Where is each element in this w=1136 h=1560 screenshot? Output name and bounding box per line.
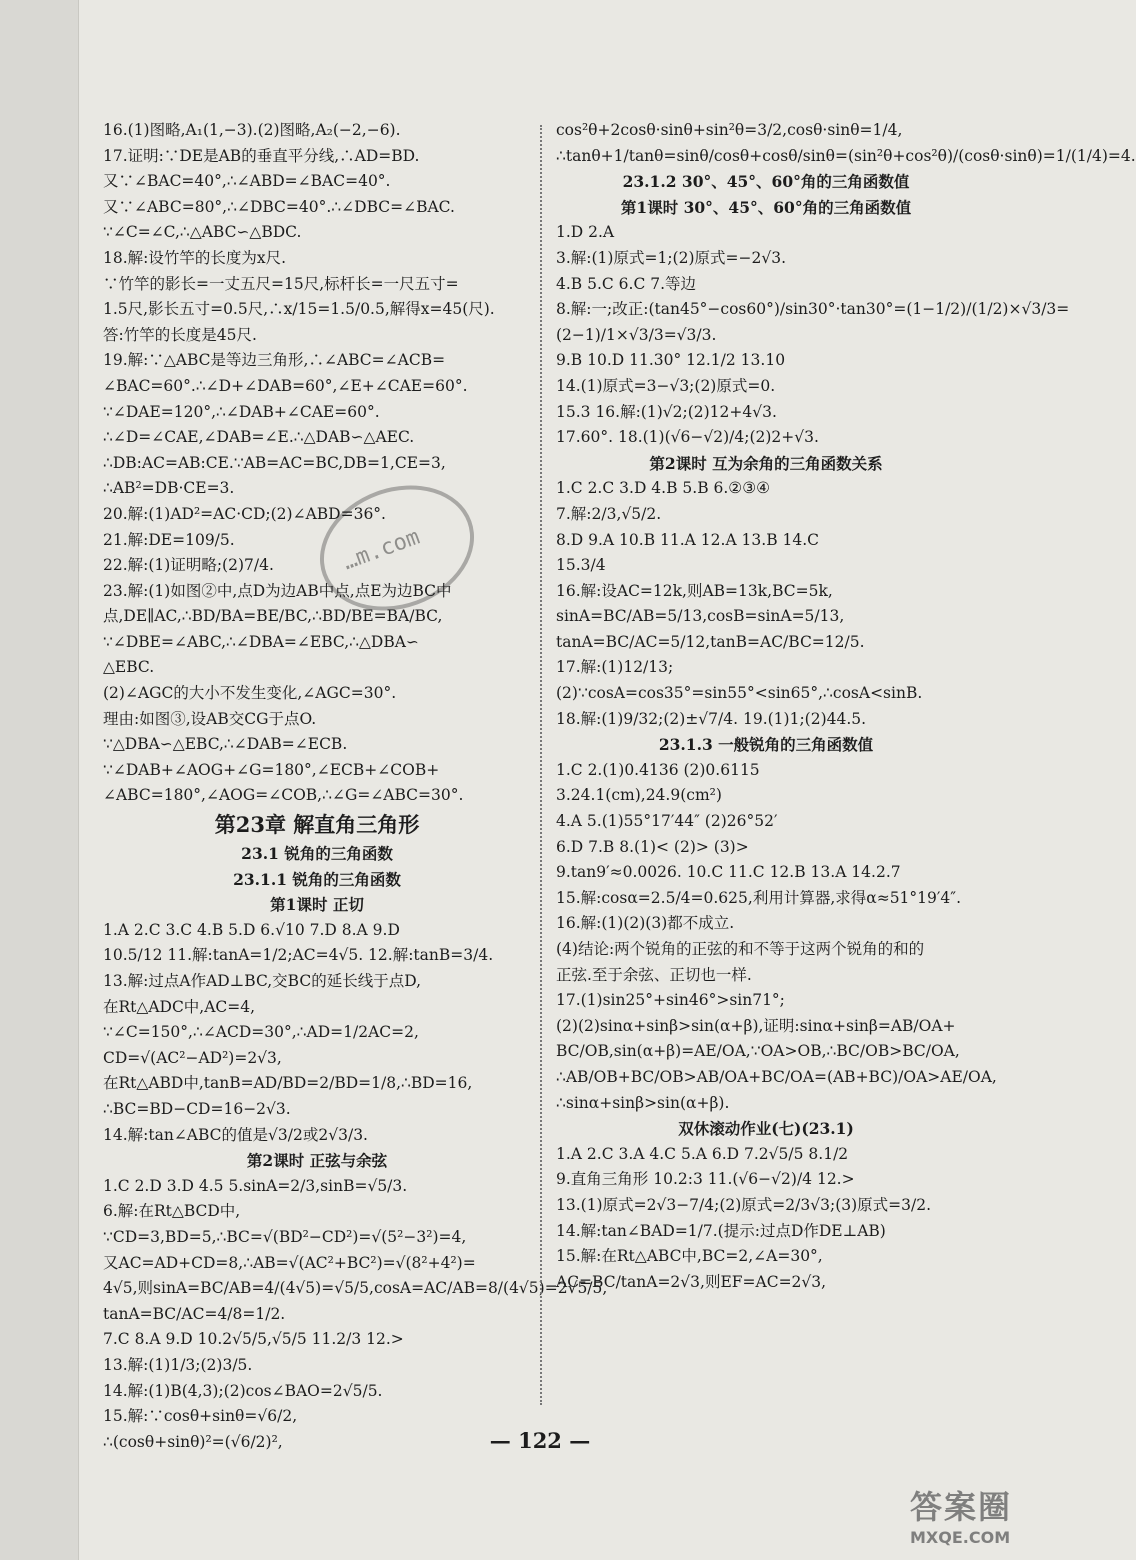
answer-line: 1.D 2.A: [556, 223, 615, 242]
answer-line: 8.D 9.A 10.B 11.A 12.A 13.B 14.C: [556, 530, 820, 549]
answer-line: 15.解:在Rt△ABC中,BC=2,∠A=30°,: [556, 1247, 823, 1266]
answer-line: ∵∠DBE=∠ABC,∴∠DBA=∠EBC,∴△DBA∽: [103, 632, 419, 651]
answer-line: 又∵∠BAC=40°,∴∠ABD=∠BAC=40°.: [103, 172, 391, 191]
answer-line: 1.A 2.C 3.C 4.B 5.D 6.√10 7.D 8.A 9.D: [103, 920, 400, 939]
answer-line: 22.解:(1)证明略;(2)7/4.: [103, 556, 274, 575]
answer-line: 13.解:过点A作AD⊥BC,交BC的延长线于点D,: [103, 972, 422, 990]
answer-line: 13.解:(1)1/3;(2)3/5.: [103, 1355, 253, 1374]
answer-line: 14.(1)原式=3−√3;(2)原式=0.: [556, 376, 776, 395]
answer-line: 20.解:(1)AD²=AC·CD;(2)∠ABD=36°.: [103, 504, 386, 523]
section-heading: 第1课时 正切: [270, 895, 364, 915]
answer-line: 15.解:cosα=2.5/4=0.625,利用计算器,求得α≈51°19′4″.: [556, 888, 961, 907]
answer-line: 13.(1)原式=2√3−7/4;(2)原式=2/3√3;(3)原式=3/2.: [556, 1195, 932, 1214]
answer-line: 理由:如图③,设AB交CG于点O.: [103, 709, 317, 728]
answer-line: 6.解:在Rt△BCD中,: [103, 1202, 241, 1221]
answer-line: 23.解:(1)如图②中,点D为边AB中点,点E为边BC中: [103, 581, 452, 600]
answer-line: 7.解:2/3,√5/2.: [556, 504, 662, 523]
answer-line: 正弦.至于余弦、正切也一样.: [556, 965, 752, 984]
answer-line: 1.C 2.(1)0.4136 (2)0.6115: [556, 760, 760, 779]
answer-line: ∵竹竿的影长=一丈五尺=15尺,标杆长=一尺五寸=: [103, 274, 459, 293]
answer-line: 16.解:设AC=12k,则AB=13k,BC=5k,: [556, 581, 833, 600]
answer-line: 14.解:tan∠ABC的值是√3/2或2√3/3.: [103, 1125, 368, 1144]
answer-line: ∵∠DAE=120°,∴∠DAB+∠CAE=60°.: [103, 402, 380, 421]
section-heading: 第1课时 30°、45°、60°角的三角函数值: [620, 197, 912, 217]
answer-line: ∴(cosθ+sinθ)²=(√6/2)²,: [103, 1432, 283, 1451]
answer-line: (4)结论:两个锐角的正弦的和不等于这两个锐角的和的: [556, 940, 925, 958]
section-heading: 双休滚动作业(七)(23.1): [678, 1119, 854, 1139]
answer-line: tanA=BC/AC=4/8=1/2.: [103, 1304, 286, 1323]
answer-line: 1.C 2.C 3.D 4.B 5.B 6.②③④: [556, 479, 770, 498]
answer-line: 21.解:DE=109/5.: [103, 530, 235, 549]
answer-line: 点,DE∥AC,∴BD/BA=BE/BC,∴BD/BE=BA/BC,: [103, 607, 443, 626]
answer-line: (2−1)/1×√3/3=√3/3.: [556, 325, 717, 344]
answer-line: 16.解:(1)(2)(3)都不成立.: [556, 914, 735, 933]
answer-line: 3.24.1(cm),24.9(cm²): [556, 786, 722, 805]
answer-line: 19.解:∵△ABC是等边三角形,∴∠ABC=∠ACB=: [103, 351, 446, 370]
answer-line: 1.5尺,影长五寸=0.5尺,∴x/15=1.5/0.5,解得x=45(尺).: [103, 300, 495, 319]
answer-line: △EBC.: [103, 658, 155, 677]
answer-line: 3.解:(1)原式=1;(2)原式=−2√3.: [556, 248, 786, 267]
answer-line: 14.解:tan∠BAD=1/7.(提示:过点D作DE⊥AB): [556, 1221, 886, 1240]
answer-line: sinA=BC/AB=5/13,cosB=sinA=5/13,: [556, 607, 845, 626]
watermark-url: MXQE.COM: [910, 1528, 1011, 1547]
answer-line: (2)∵cosA=cos35°=sin55°<sin65°,∴cosA<sinB.: [556, 684, 923, 703]
answer-line: 1.A 2.C 3.A 4.C 5.A 6.D 7.2√5/5 8.1/2: [556, 1144, 849, 1163]
answer-line: 8.解:一;改正:(tan45°−cos60°)/sin30°·tan30°=(1−1/2)/(1/2)×√3/3=: [556, 300, 1070, 319]
answer-line: ∴sinα+sinβ>sin(α+β).: [556, 1093, 730, 1112]
answer-line: ∵∠C=150°,∴∠ACD=30°,∴AD=1/2AC=2,: [103, 1023, 419, 1042]
answer-line: 4.B 5.C 6.C 7.等边: [556, 274, 697, 293]
section-heading: 23.1.3 一般锐角的三角函数值: [658, 735, 874, 755]
answer-line: 14.解:(1)B(4,3);(2)cos∠BAO=2√5/5.: [103, 1381, 383, 1400]
answer-line: 17.60°. 18.(1)(√6−√2)/4;(2)2+√3.: [556, 428, 819, 447]
answer-line: ∠BAC=60°.∴∠D+∠DAB=60°,∠E+∠CAE=60°.: [103, 376, 468, 395]
answer-line: 15.3/4: [556, 556, 606, 575]
section-heading: 23.1.2 30°、45°、60°角的三角函数值: [622, 172, 910, 192]
answer-line: AC=BC/tanA=2√3,则EF=AC=2√3,: [556, 1272, 827, 1291]
answer-line: 17.(1)sin25°+sin46°>sin71°;: [556, 991, 785, 1010]
answer-line: 9.直角三角形 10.2:3 11.(√6−√2)/4 12.>: [556, 1170, 855, 1189]
section-heading: 第23章 解直角三角形: [214, 812, 420, 838]
answer-line: 10.5/12 11.解:tanA=1/2;AC=4√5. 12.解:tanB=3/4.: [103, 946, 494, 965]
answer-line: CD=√(AC²−AD²)=2√3,: [103, 1048, 282, 1067]
section-heading: 23.1.1 锐角的三角函数: [233, 869, 401, 889]
answer-line: (2)(2)sinα+sinβ>sin(α+β),证明:sinα+sinβ=AB/OA+: [556, 1016, 956, 1035]
answer-line: ∴∠D=∠CAE,∠DAB=∠E.∴△DAB∽△AEC.: [103, 428, 415, 447]
answer-line: 答:竹竿的长度是45尺.: [103, 325, 257, 344]
answer-line: ∵CD=3,BD=5,∴BC=√(BD²−CD²)=√(5²−3²)=4,: [103, 1227, 467, 1246]
section-heading: 第2课时 互为余角的三角函数关系: [649, 453, 883, 473]
answer-line: 17.证明:∵DE是AB的垂直平分线,∴AD=BD.: [103, 146, 420, 165]
answer-line: 16.(1)图略,A₁(1,−3).(2)图略,A₂(−2,−6).: [103, 121, 401, 139]
answer-line: ∴DB:AC=AB:CE.∵AB=AC=BC,DB=1,CE=3,: [103, 453, 446, 472]
answer-line: 7.C 8.A 9.D 10.2√5/5,√5/5 11.2/3 12.>: [103, 1330, 404, 1349]
answer-line: 18.解:设竹竿的长度为x尺.: [103, 248, 287, 267]
answer-line: ∴tanθ+1/tanθ=sinθ/cosθ+cosθ/sinθ=(sin²θ+cos²θ)/(cosθ·sinθ)=1/(1/4)=4.: [556, 146, 1136, 165]
answer-line: ∴AB²=DB·CE=3.: [103, 479, 235, 498]
section-heading: 23.1 锐角的三角函数: [241, 844, 393, 864]
section-heading: 第2课时 正弦与余弦: [246, 1151, 388, 1171]
answer-line: 4√5,则sinA=BC/AB=4/(4√5)=√5/5,cosA=AC/AB=8/(4√5)=2√5/5,: [103, 1279, 608, 1298]
answer-line: 6.D 7.B 8.(1)< (2)> (3)>: [556, 837, 749, 856]
right-column: [556, 118, 1136, 1295]
answer-line: 17.解:(1)12/13;: [556, 658, 674, 677]
column-divider: [540, 125, 542, 1405]
answer-line: ∠ABC=180°,∠AOG=∠COB,∴∠G=∠ABC=30°.: [103, 786, 464, 805]
answer-line: 9.B 10.D 11.30° 12.1/2 13.10: [556, 351, 786, 370]
answer-line: 18.解:(1)9/32;(2)±√7/4. 19.(1)1;(2)44.5.: [556, 709, 867, 728]
watermark-logo-text: 答案圈: [910, 1488, 1013, 1526]
site-watermark[interactable]: [910, 1482, 1075, 1556]
answer-line: 又AC=AD+CD=8,∴AB=√(AC²+BC²)=√(8²+4²)=: [103, 1253, 476, 1272]
answer-line: 在Rt△ADC中,AC=4,: [103, 997, 256, 1016]
answer-line: ∵∠DAB+∠AOG+∠G=180°,∠ECB+∠COB+: [103, 760, 440, 779]
answer-line: 在Rt△ABD中,tanB=AD/BD=2/BD=1/8,∴BD=16,: [103, 1074, 473, 1093]
answer-line: 又∵∠ABC=80°,∴∠DBC=40°.∴∠DBC=∠BAC.: [103, 197, 455, 216]
answer-line: BC/OB,sin(α+β)=AE/OA,∵OA>OB,∴BC/OB>BC/OA,: [556, 1042, 960, 1061]
answer-line: ∴AB/OB+BC/OB>AB/OA+BC/OA=(AB+BC)/OA>AE/OA,: [556, 1067, 997, 1086]
binding-edge: [0, 0, 79, 1560]
answer-line: (2)∠AGC的大小不发生变化,∠AGC=30°.: [103, 684, 397, 703]
answer-line: ∴BC=BD−CD=16−2√3.: [103, 1099, 291, 1118]
stamp-text: …m.com: [339, 524, 424, 576]
answer-line: 4.A 5.(1)55°17′44″ (2)26°52′: [556, 812, 778, 831]
answer-line: 9.tan9′≈0.0026. 10.C 11.C 12.B 13.A 14.2.7: [556, 863, 901, 882]
answer-line: ∵△DBA∽△EBC,∴∠DAB=∠ECB.: [103, 735, 348, 754]
answer-line: ∵∠C=∠C,∴△ABC∽△BDC.: [103, 223, 302, 242]
answer-line: cos²θ+2cosθ·sinθ+sin²θ=3/2,cosθ·sinθ=1/4,: [556, 121, 903, 139]
answer-line: tanA=BC/AC=5/12,tanB=AC/BC=12/5.: [556, 632, 865, 651]
answer-line: 15.3 16.解:(1)√2;(2)12+4√3.: [556, 402, 777, 421]
answer-line: 1.C 2.D 3.D 4.5 5.sinA=2/3,sinB=√5/3.: [103, 1176, 408, 1195]
answer-line: 15.解:∵cosθ+sinθ=√6/2,: [103, 1407, 298, 1426]
page-number: — 122 —: [489, 1428, 591, 1453]
